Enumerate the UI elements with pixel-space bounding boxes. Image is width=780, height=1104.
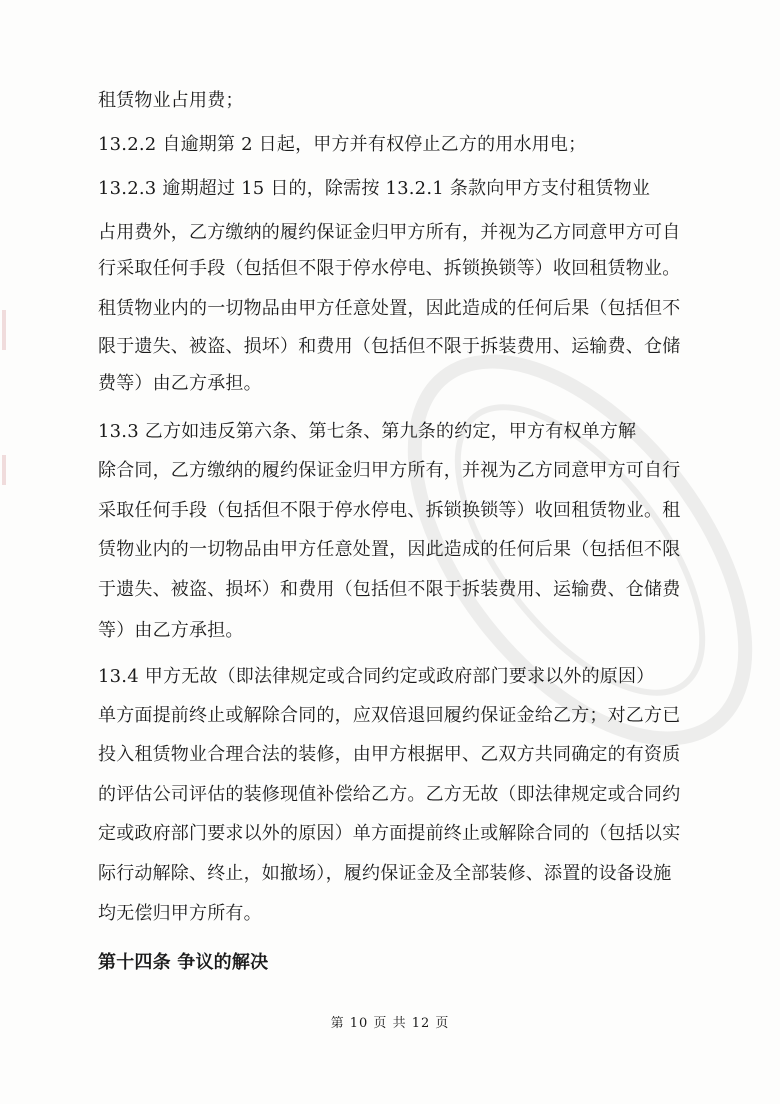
text-line: 13.4 甲方无故（即法律规定或合同约定或政府部门要求以外的原因）: [98, 666, 655, 687]
text-line: 投入租赁物业合理合法的装修，由甲方根据甲、乙双方共同确定的有资质: [98, 744, 681, 765]
text-line: 单方面提前终止或解除合同的，应双倍退回履约保证金给乙方；对乙方已: [98, 705, 681, 726]
section-heading: 第十四条 争议的解决: [98, 952, 269, 973]
text-line: 13.2.3 逾期超过 15 日的，除需按 13.2.1 条款向甲方支付租赁物业: [98, 178, 651, 199]
left-edge-mark: [2, 310, 6, 350]
left-edge-mark: [2, 455, 6, 485]
text-line: 占用费外，乙方缴纳的履约保证金归甲方所有，并视为乙方同意甲方可自: [98, 222, 681, 243]
text-line: 13.3 乙方如违反第六条、第七条、第九条的约定，甲方有权单方解: [98, 421, 637, 442]
text-line: 费等）由乙方承担。: [98, 373, 262, 394]
text-line: 行采取任何手段（包括但不限于停水停电、拆锁换锁等）收回租赁物业。: [98, 258, 681, 279]
text-line: 13.2.2 自逾期第 2 日起，甲方并有权停止乙方的用水用电；: [98, 134, 587, 155]
text-line: 除合同，乙方缴纳的履约保证金归甲方所有，并视为乙方同意甲方可自行: [98, 460, 681, 481]
text-line: 采取任何手段（包括但不限于停水停电、拆锁换锁等）收回租赁物业。租: [98, 500, 681, 521]
text-line: 租赁物业内的一切物品由甲方任意处置，因此造成的任何后果（包括但不: [98, 298, 681, 319]
page-number: 第 10 页 共 12 页: [330, 1016, 450, 1031]
text-line: 等）由乙方承担。: [98, 620, 244, 641]
text-line: 赁物业内的一切物品由甲方任意处置，因此造成的任何后果（包括但不限: [98, 539, 681, 560]
text-line: 租赁物业占用费；: [98, 90, 244, 111]
text-line: 的评估公司评估的装修现值补偿给乙方。乙方无故（即法律规定或合同约: [98, 784, 681, 805]
text-line: 限于遗失、被盗、损坏）和费用（包括但不限于拆装费用、运输费、仓储: [98, 336, 681, 357]
text-line: 定或政府部门要求以外的原因）单方面提前终止或解除合同的（包括以实: [98, 823, 681, 844]
text-line: 际行动解除、终止，如撤场），履约保证金及全部装修、添置的设备设施: [98, 863, 672, 884]
text-line: 于遗失、被盗、损坏）和费用（包括但不限于拆装费用、运输费、仓储费: [98, 579, 681, 600]
text-line: 均无偿归甲方所有。: [98, 903, 262, 924]
